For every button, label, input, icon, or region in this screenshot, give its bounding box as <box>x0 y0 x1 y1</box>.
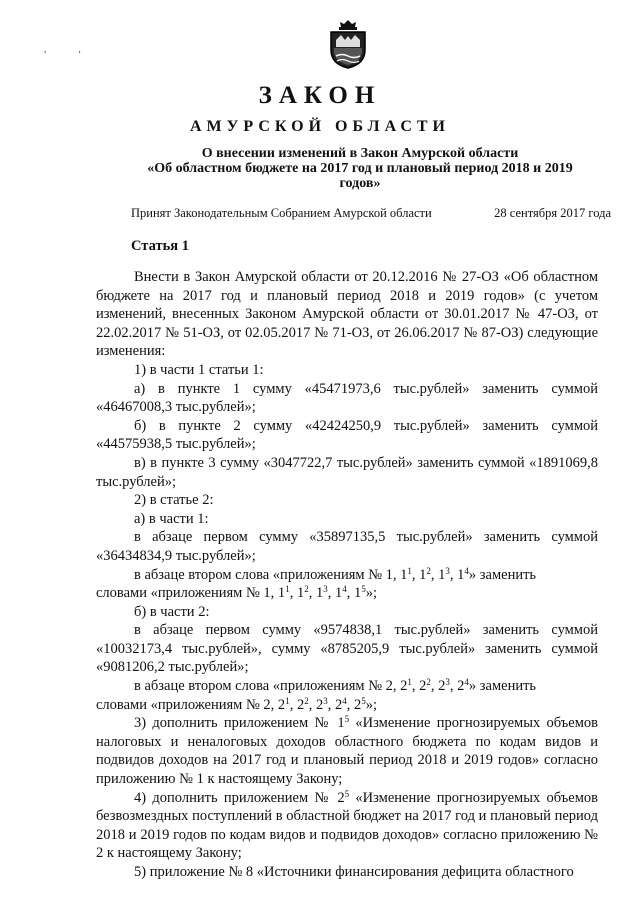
text: » заменить <box>468 678 537 695</box>
part-2-para-1 <box>96 621 598 677</box>
intro-paragraph <box>96 268 598 361</box>
text-line: период 2018 и 2019 годов по кодам видов и подвидов доходов» согласно <box>96 808 599 843</box>
text-line: «9081206,2 тыс.рублей»; <box>96 659 249 676</box>
text: » заменить <box>468 566 537 583</box>
text-segment <box>134 677 536 696</box>
text: словами «приложениям № 2, 2 <box>96 696 286 713</box>
part-1-para-2-line-1 <box>96 566 598 585</box>
superscript: 1 <box>407 565 412 576</box>
superscript: 5 <box>344 714 350 725</box>
superscript: 5 <box>361 584 366 595</box>
superscript: 3 <box>445 565 450 576</box>
subtitle-line: годов» <box>339 176 381 191</box>
text-line: налоговых и неналоговых доходов областного бюджета по кодам видов и <box>96 733 598 750</box>
item-2: 2) в статье 2: <box>134 492 214 509</box>
text: , 2 <box>346 696 362 713</box>
text: , 2 <box>411 678 427 695</box>
text: , 2 <box>308 696 324 713</box>
text-line: согласно приложению № 1 к настоящему Закону; <box>96 752 598 788</box>
text: , 2 <box>430 678 446 695</box>
scan-mark: , <box>44 44 47 54</box>
superscript: 2 <box>304 695 309 706</box>
text-line: приложению № 2 к настоящему Закону; <box>96 826 599 862</box>
text: , 2 <box>449 678 465 695</box>
superscript: 2 <box>426 677 431 688</box>
text: «Изменение прогнозируемых объемов <box>349 789 598 806</box>
item-1: 1) в части 1 статьи 1: <box>134 361 264 378</box>
coat-of-arms-icon <box>325 18 371 70</box>
superscript: 4 <box>342 584 347 595</box>
item-3 <box>96 714 598 788</box>
superscript: 1 <box>407 677 412 688</box>
part-2-para-2-line-2 <box>96 696 598 715</box>
text: в абзаце втором слова «приложениям № 2, 2 <box>134 678 408 695</box>
text-line: областном бюджете на 2017 год и плановый период 2018 и 2019 годов» (с <box>96 269 599 304</box>
text: , 2 <box>327 696 343 713</box>
text: , 2 <box>289 696 305 713</box>
text: , 1 <box>327 585 343 602</box>
superscript: 3 <box>323 695 328 706</box>
text: , 1 <box>449 566 465 583</box>
subitem-b <box>96 417 598 454</box>
part-2-para-2-line-1 <box>96 677 598 696</box>
text-segment <box>134 566 536 585</box>
text: , 1 <box>430 566 446 583</box>
text: »; <box>365 696 377 713</box>
subtitle-line: «Об областном бюджете на 2017 год и плановый период 2018 и 2019 <box>147 161 573 176</box>
text-line: «1891069,8 тыс.рублей»; <box>96 454 599 490</box>
part-1: а) в части 1: <box>134 510 209 527</box>
text-line: б) в пункте 2 сумму «42424250,9 тыс.рублей» заменить суммой <box>134 417 598 434</box>
item-5: 5) приложение № 8 «Источники финансирования дефицита областного <box>134 864 574 880</box>
superscript: 1 <box>285 695 290 706</box>
part-2: б) в части 2: <box>134 603 210 620</box>
text-line: «44575938,5 тыс.рублей»; <box>96 436 256 453</box>
text-line: № 47-ОЗ, от 22.02.2017 № 51-ОЗ, от 02.05.2017 № 71-ОЗ, от 26.06.2017 <box>96 306 599 341</box>
text-line: в абзаце первом сумму «9574838,1 тыс.рублей» заменить суммой <box>134 622 598 639</box>
part-1-para-2-line-2 <box>96 584 598 603</box>
superscript: 1 <box>285 584 290 595</box>
superscript: 2 <box>304 584 309 595</box>
article-heading: Статья 1 <box>131 238 189 254</box>
text: , 1 <box>308 585 324 602</box>
scan-mark: , <box>78 44 81 54</box>
item-4 <box>96 789 598 863</box>
document-region: АМУРСКОЙ ОБЛАСТИ <box>190 118 450 135</box>
text: 3) дополнить приложением № 1 <box>134 715 345 732</box>
adopted-by: Принят Законодательным Собранием Амурской области <box>131 206 432 220</box>
text-line: учетом изменений, внесенных Законом Амурской области от 30.01.2017 <box>96 287 598 323</box>
text: в абзаце втором слова «приложениям № 1, 1 <box>134 566 408 583</box>
text: »; <box>365 585 377 602</box>
adopted-date: 28 сентября 2017 года <box>494 206 611 220</box>
text-line: Внести в Закон Амурской области от 20.12.2016 № 27-ОЗ «Об <box>134 269 529 285</box>
text-line: а) в пункте 1 сумму «45471973,6 тыс.рублей» заменить суммой <box>134 380 598 397</box>
text-line: безвозмездных поступлений в областной бюджет на 2017 год и плановый <box>96 808 551 825</box>
text-line: в) в пункте 3 сумму «3047722,7 тыс.рублей» заменить суммой <box>134 454 525 471</box>
text: «Изменение прогнозируемых объемов <box>349 715 598 732</box>
subtitle-line: О внесении изменений в Закон Амурской области <box>201 146 519 161</box>
part-1-para-1 <box>96 528 598 565</box>
superscript: 4 <box>464 677 469 688</box>
text: словами «приложениям № 1, 1 <box>96 585 286 602</box>
document-subtitle <box>110 146 610 191</box>
superscript: 3 <box>323 584 328 595</box>
adoption-line <box>131 206 611 221</box>
text: , 1 <box>346 585 362 602</box>
superscript: 3 <box>445 677 450 688</box>
document-title: ЗАКОН <box>258 82 382 109</box>
superscript: 2 <box>426 565 431 576</box>
scan-marks <box>44 44 111 54</box>
superscript: 4 <box>342 695 347 706</box>
text-line: № 87-ОЗ) следующие изменения: <box>96 324 599 360</box>
text-line: подвидов доходов на 2017 год и плановый период 2018 и 2019 годов» <box>96 752 540 769</box>
subitem-v <box>96 454 598 491</box>
text-line: в абзаце первом сумму «35897135,5 тыс.рублей» заменить суммой <box>134 529 598 546</box>
text: 4) дополнить приложением № 2 <box>134 789 345 806</box>
text-line: «46467008,3 тыс.рублей»; <box>96 399 256 416</box>
superscript: 4 <box>464 565 469 576</box>
text: , 1 <box>289 585 305 602</box>
text: , 1 <box>411 566 427 583</box>
text-line: «36434834,9 тыс.рублей»; <box>96 547 256 564</box>
document-body <box>96 268 598 882</box>
superscript: 5 <box>344 788 350 799</box>
superscript: 5 <box>361 695 366 706</box>
text-line: «10032173,4 тыс.рублей», сумму «8785205,9 тыс.рублей» заменить суммой <box>96 640 598 657</box>
subitem-a <box>96 380 598 417</box>
